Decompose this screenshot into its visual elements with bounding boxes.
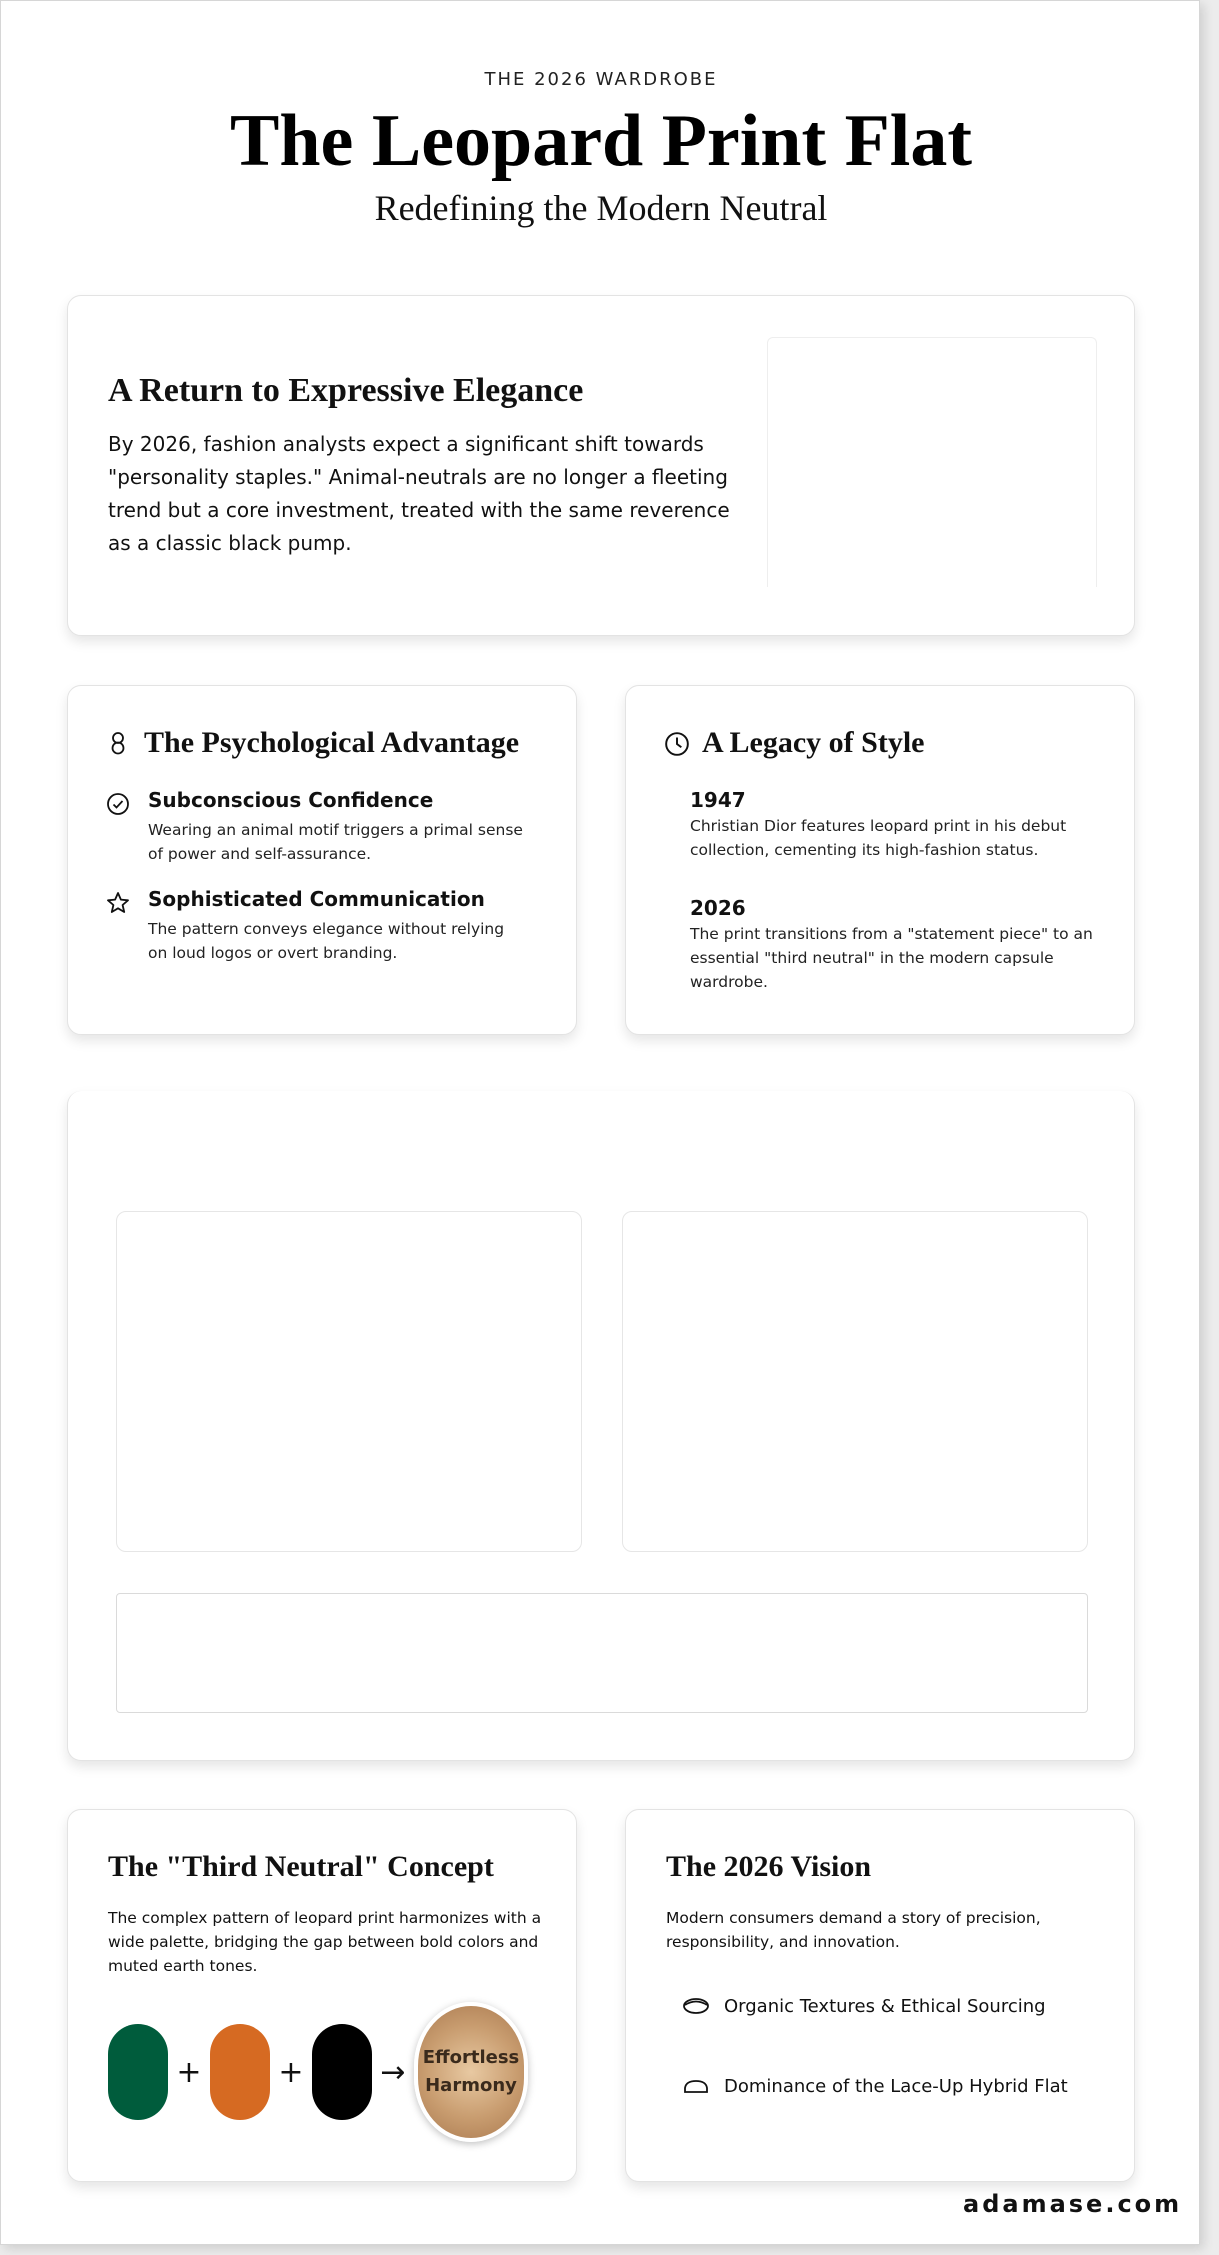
timeline-year: 2026 (690, 896, 746, 920)
timeline-text: Christian Dior features leopard print in his debut collection, cementing its high-fashion status. (690, 817, 1067, 859)
vision-item (682, 2074, 1068, 2098)
third-neutral-card (67, 1809, 577, 2182)
color-swatch-orange (210, 2024, 270, 2120)
feature-title: Sophisticated Communication (148, 887, 485, 911)
intro-image-placeholder (767, 337, 1097, 587)
plus-sign: + (278, 2054, 304, 2090)
feature-item (106, 887, 528, 965)
gallery-panel-left (116, 1211, 582, 1552)
color-equation (108, 2002, 528, 2142)
site-watermark: adamase.com (963, 2190, 1183, 2218)
color-swatch-black (312, 2024, 372, 2120)
clock-icon (664, 731, 688, 755)
psych-header (106, 726, 519, 760)
feature-text: Wearing an animal motif triggers a primal sense of power and self-assurance. (148, 821, 523, 863)
timeline-item (690, 896, 1110, 994)
plus-sign: + (176, 2054, 202, 2090)
intro-body: By 2026, fashion analysts expect a significant shift towards "personality staples." Animal-neutrals are no longer a fleeting trend but a core investment, treated with the same reverence as a classic black pump. (108, 432, 730, 555)
star-icon (106, 891, 130, 915)
result-swatch (414, 2002, 528, 2142)
psych-title: The Psychological Advantage (144, 726, 520, 759)
vision-item-text: Dominance of the Lace-Up Hybrid Flat (724, 2075, 1068, 2097)
legacy-header (664, 726, 924, 760)
timeline-text: The print transitions from a "statement piece" to an essential "third neutral" in the modern capsule wardrobe. (690, 925, 1093, 991)
shoe-icon (682, 2074, 706, 2098)
vision-card (625, 1809, 1135, 2182)
feature-text: The pattern conveys elegance without relying on loud logos or overt branding. (148, 920, 505, 962)
page-title: The Leopard Print Flat (229, 100, 973, 182)
vision-item-text: Organic Textures & Ethical Sourcing (724, 1995, 1046, 2017)
gallery-panel-right (622, 1211, 1088, 1552)
arrow-sign: → (380, 2054, 406, 2090)
feature-title: Subconscious Confidence (148, 788, 434, 812)
brain-icon (106, 731, 130, 755)
feature-item (106, 788, 528, 866)
eyebrow-label: THE 2026 WARDROBE (484, 69, 718, 90)
third-neutral-title: The "Third Neutral" Concept (108, 1850, 494, 1883)
color-swatch-green (108, 2024, 168, 2120)
vision-title: The 2026 Vision (666, 1850, 872, 1883)
timeline-year: 1947 (690, 788, 746, 812)
psych-card (67, 685, 577, 1035)
legacy-title: A Legacy of Style (702, 726, 925, 759)
gallery-card (67, 1091, 1135, 1761)
third-neutral-body: The complex pattern of leopard print harmonizes with a wide palette, bridging the gap between bold colors and muted earth tones. (108, 1909, 542, 1975)
legacy-card (625, 685, 1135, 1035)
result-label-line2: Harmony (425, 2075, 517, 2096)
gallery-banner (116, 1593, 1088, 1713)
intro-title: A Return to Expressive Elegance (108, 372, 584, 409)
vision-item (682, 1994, 1046, 2018)
page-subtitle: Redefining the Modern Neutral (374, 188, 828, 228)
vision-body: Modern consumers demand a story of precision, responsibility, and innovation. (666, 1909, 1041, 1951)
check-circle-icon (106, 792, 130, 816)
timeline-item (690, 788, 1110, 862)
intro-card (67, 295, 1135, 636)
leaf-icon (682, 1994, 706, 2018)
result-label-line1: Effortless (422, 2047, 520, 2068)
